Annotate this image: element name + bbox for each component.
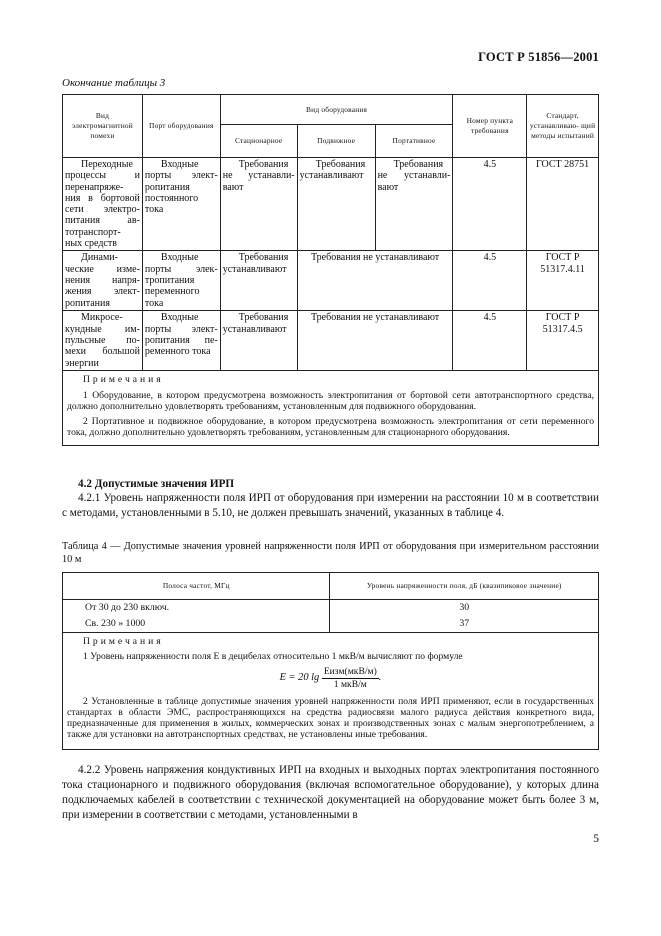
page-number: 5 (593, 833, 599, 845)
table3-notes (63, 371, 599, 446)
cell-punkt: 4.5 (453, 251, 527, 311)
cell-band: Св. 230 » 1000 (63, 616, 330, 633)
cell-vid: Переходные процессы и перенапряже- ния в бортовой сети электро- питания ав- тотранспорт- ных средств (63, 158, 143, 251)
table-row (63, 158, 599, 251)
header-standard: Стандарт, устанавливаю- щий методы испытаний (527, 95, 599, 158)
cell-stationary: Требования не устанавли- вают (220, 158, 297, 251)
cell-level: 30 (330, 600, 599, 617)
note-item: 2 Установленные в таблице допустимые значения уровней напряженности поля ИРП применяют, если в государственных стандартах в области ЭМС, распространяющихся на средства радиосвязи малого радиуса действия конкретного вида, предназначенные для применения в жилых, коммерческих зонах и производственных зонах с малым энергопотреблением, а также для установки на автотранспортных средствах, не установлены иные требования. (67, 695, 594, 741)
formula-numerator: Eизм(мкВ/м) (323, 666, 377, 678)
cell-vid: Динами- ческие изме- нения напря- жения элект- ропитания (63, 251, 143, 311)
cell-vid: Микросе- кундные им- пульсные по- мехи большой энергии (63, 311, 143, 371)
table-row (63, 616, 599, 633)
table-4 (62, 572, 599, 750)
table-row (63, 600, 599, 617)
notes-title: Примечания (83, 374, 164, 386)
table4-caption: Таблица 4 — Допустимые значения уровней напряженности поля ИРП от оборудования при измерительном расстоянии 10 м (62, 541, 599, 565)
formula-denominator: 1 мкВ/м (333, 678, 367, 690)
cell-punkt: 4.5 (453, 158, 527, 251)
cell-mobile-portable: Требования не устанавливают (297, 251, 453, 311)
cell-punkt: 4.5 (453, 311, 527, 371)
cell-stationary: Требования устанавливают (220, 311, 297, 371)
cell-standard: ГОСТ Р 51317.4.5 (527, 311, 599, 371)
header-mobile: Подвижное (297, 125, 375, 158)
table3-caption: Окончание таблицы 3 (62, 77, 166, 89)
cell-port: Входные порты элект- ропитания пе- ременного тока (142, 311, 220, 371)
cell-standard: ГОСТ 28751 (527, 158, 599, 251)
paragraph-4-2-1: 4.2.1 Уровень напряженности поля ИРП от оборудования при измерении на расстоянии 10 м в соответствии с методами, установленными в 5.10, не должен превышать значений, указанных в таблице 4. (62, 492, 599, 519)
cell-port: Входные порты элек- тропитания переменного тока (142, 251, 220, 311)
document-header: ГОСТ Р 51856—2001 (478, 50, 599, 64)
header-portable: Портативное (375, 125, 453, 158)
header-level: Уровень напряженности поля, дБ (квазипиковое значение) (330, 573, 599, 600)
header-band: Полоса частот, МГц (63, 573, 330, 600)
table-3 (62, 94, 599, 446)
paragraph-4-2-2: 4.2.2 Уровень напряжения кондуктивных ИРП на входных и выходных портах электропитания постоянного тока стационарного и подвижного оборудования (включая вспомогательное оборудование), у которых длина подключаемых кабелей в соответствии с технической документацией на оборудование может быть более 3 м, при измерении в соответствии с методами, установленными в (62, 764, 599, 821)
cell-level: 37 (330, 616, 599, 633)
section-heading: 4.2 Допустимые значения ИРП (78, 478, 235, 490)
notes-title: Примечания (83, 636, 164, 647)
cell-mobile-portable: Требования не устанавливают (297, 311, 453, 371)
header-vid-oborudovaniya: Вид оборудования (220, 95, 453, 125)
note-item: 1 Оборудование, в котором предусмотрена возможность электропитания от бортовой сети автотранспортного средства, должно дополнительно удовлетворять требованиям, установленным для подвижного оборудования. (67, 389, 594, 412)
cell-standard: ГОСТ Р 51317.4.11 (527, 251, 599, 311)
cell-band: От 30 до 230 включ. (63, 600, 330, 617)
formula: E = 20 lg $\frac{\text{Eизм(мкВ/м)}}{\text{1 мкВ/м}}$ . (279, 666, 382, 690)
formula-lhs: E = 20 lg (279, 672, 320, 684)
cell-stationary: Требования устанавливают (220, 251, 297, 311)
cell-port: Входные порты элект- ропитания постоянного тока (142, 158, 220, 251)
header-punkt: Номер пункта требования (453, 95, 527, 158)
header-vid-pomehi: Вид электромагнитной помехи (63, 95, 143, 158)
header-port: Порт оборудования (142, 95, 220, 158)
cell-mobile: Требования устанавливают (297, 158, 375, 251)
table-row (63, 311, 599, 371)
formula-fraction (322, 666, 379, 689)
table-row (63, 251, 599, 311)
table4-notes (63, 633, 599, 750)
header-stationary: Стационарное (220, 125, 297, 158)
note-item: 1 Уровень напряженности поля E в децибелах относительно 1 мкВ/м вычисляют по формуле (83, 651, 463, 663)
cell-portable: Требования не устанавли- вают (375, 158, 453, 251)
note-item: 2 Портативное и подвижное оборудование, в котором предусмотрена возможность электропитания от сети переменного тока, должно дополнительно удовлетворять требованиям, установленным для стационарного оборудования. (67, 415, 594, 439)
